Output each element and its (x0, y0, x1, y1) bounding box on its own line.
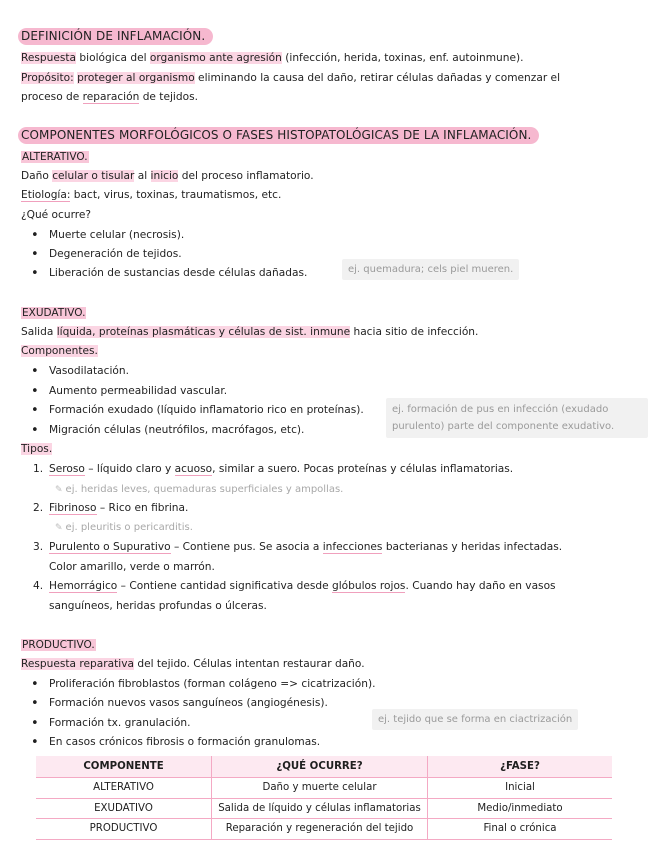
tipo-item: 4. Hemorrágico – Contiene cantidad significativa desde glóbulos rojos. Cuando hay daño en vasos (33, 580, 556, 592)
table-cell: Medio/inmediato (428, 798, 613, 819)
table-cell: Salida de líquido y células inflamatorias (212, 798, 428, 819)
table-cell: Reparación y regeneración del tejido (212, 819, 428, 840)
tipo-item: 1. Seroso – líquido claro y acuoso, similar a suero. Pocas proteínas y células inflamatorias. (33, 463, 514, 475)
list-item: • En casos crónicos fibrosis o formación granulomas. (33, 733, 320, 753)
alterativo-heading: ALTERATIVO. (22, 151, 88, 163)
list-item: • Aumento permeabilidad vascular. (33, 382, 227, 402)
table-row (36, 819, 612, 840)
table-header-row (36, 756, 612, 778)
components-title: COMPONENTES MORFOLÓGICOS O FASES HISTOPATOLÓGICAS DE LA INFLAMACIÓN. (18, 126, 539, 146)
alterativo-line-1: Daño celular o tisular al inicio del proceso inflamatorio. (21, 170, 314, 182)
tipo-item: 3. Purulento o Supurativo – Contiene pus. Se asocia a infecciones bacterianas y heridas infectadas. (33, 541, 563, 553)
alterativo-line-3: ¿Qué ocurre? (21, 209, 92, 221)
table-cell: EXUDATIVO (36, 798, 212, 819)
exudativo-line-1: Salida líquida, proteínas plasmáticas y células de sist. inmune hacia sitio de infección. (21, 326, 479, 338)
tipo-item-continued: Color amarillo, verde o marrón. (49, 561, 215, 573)
list-item: • Vasodilatación. (33, 362, 129, 382)
table-cell: Inicial (428, 778, 613, 799)
alterativo-line-2: Etiología: bact, virus, toxinas, traumatismos, etc. (21, 189, 282, 201)
productivo-note: ej. tejido que se forma en ciactrización (372, 709, 578, 730)
tipo-example: ✎ ej. heridas leves, quemaduras superficiales y ampollas. (55, 480, 343, 501)
definition-line-1: Respuesta biológica del organismo ante agresión (infección, herida, toxinas, enf. autoinmune). (21, 52, 524, 64)
table-header: ¿QUÉ OCURRE? (212, 756, 428, 778)
list-item: • Degeneración de tejidos. (33, 245, 182, 265)
list-item: • Liberación de sustancias desde células dañadas. (33, 264, 307, 284)
table-cell: Final o crónica (428, 819, 613, 840)
tipo-item: 2. Fibrinoso – Rico en fibrina. (33, 502, 189, 514)
list-item: • Formación exudado (líquido inflamatorio rico en proteínas). (33, 401, 364, 421)
list-item: • Proliferación fibroblastos (forman colágeno => cicatrización). (33, 675, 375, 695)
exudativo-note: ej. formación de pus en infección (exudado purulento) parte del componente exudativo. (386, 398, 648, 438)
table-row (36, 778, 612, 799)
table-header: ¿FASE? (428, 756, 613, 778)
definition-line-3: proceso de reparación de tejidos. (21, 91, 198, 103)
productivo-heading: PRODUCTIVO. (22, 639, 95, 651)
list-item: • Muerte celular (necrosis). (33, 226, 184, 246)
exudativo-line-2: Componentes. (21, 345, 98, 357)
summary-table (36, 756, 612, 840)
table-cell: ALTERATIVO (36, 778, 212, 799)
definition-line-2: Propósito: proteger al organismo eliminando la causa del daño, retirar células dañadas y comenzar el (21, 72, 561, 84)
table-header: COMPONENTE (36, 756, 212, 778)
productivo-line-1: Respuesta reparativa del tejido. Células intentan restaurar daño. (21, 658, 365, 670)
tipos-label: Tipos. (21, 443, 53, 455)
list-item: • Formación tx. granulación. (33, 714, 190, 734)
exudativo-heading: EXUDATIVO. (22, 307, 86, 319)
tipo-item-continued: sanguíneos, heridas profundas o úlceras. (49, 600, 267, 612)
table-cell: Daño y muerte celular (212, 778, 428, 799)
list-item: • Migración células (neutrófilos, macrófagos, etc). (33, 421, 304, 441)
definition-title: DEFINICIÓN DE INFLAMACIÓN. (18, 27, 213, 47)
table-cell: PRODUCTIVO (36, 819, 212, 840)
alterativo-note: ej. quemadura; cels piel mueren. (342, 259, 519, 280)
tipo-example: ✎ ej. pleuritis o pericarditis. (55, 518, 193, 539)
list-item: • Formación nuevos vasos sanguíneos (angiogénesis). (33, 694, 328, 714)
table-row (36, 798, 612, 819)
